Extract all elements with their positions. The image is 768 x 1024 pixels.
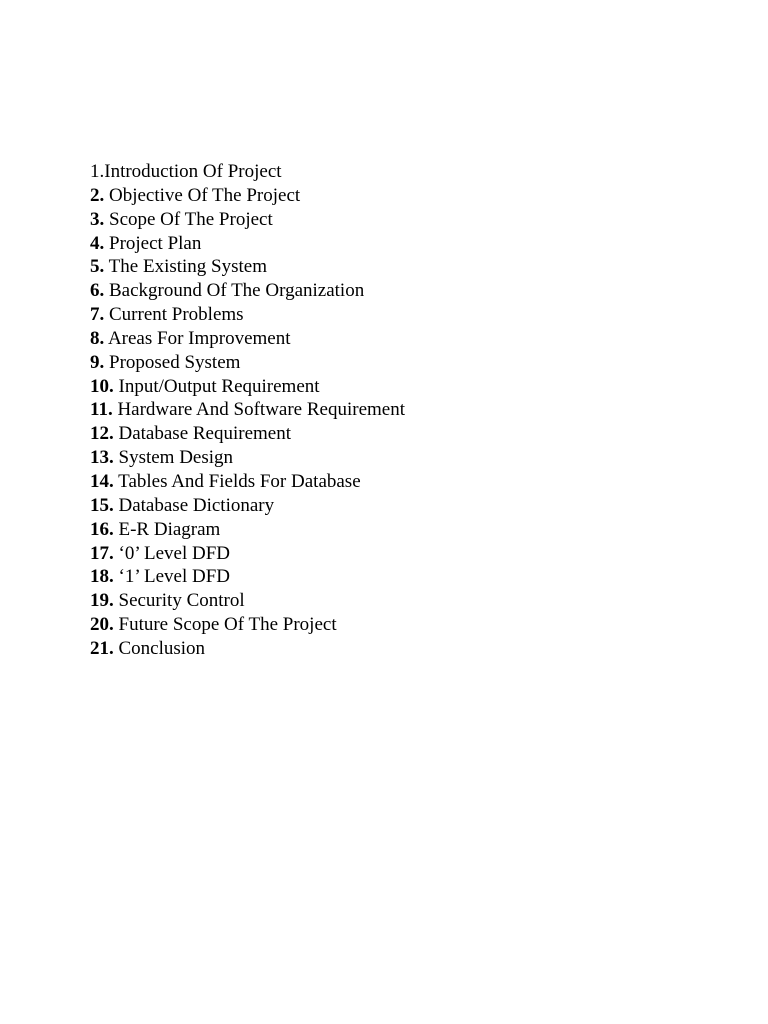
toc-item-number: 21. [90, 637, 114, 659]
toc-item [90, 398, 405, 422]
toc-item-number: 13. [90, 447, 114, 469]
toc-item [90, 279, 405, 303]
toc-item-number: 3. [90, 208, 105, 230]
toc-item-number: 2. [90, 184, 105, 206]
toc-item-number: 19. [90, 590, 114, 612]
toc-item-text: Future Scope Of The Project [118, 614, 337, 636]
toc-item [90, 232, 405, 256]
toc-item-text: E-R Diagram [118, 518, 221, 540]
toc-item-text: Scope Of The Project [109, 208, 273, 230]
toc-item-text: Tables And Fields For Database [118, 470, 361, 492]
toc-item-number: 4. [90, 232, 105, 254]
toc-item [90, 565, 405, 589]
toc-item-number: 8. [90, 327, 105, 349]
toc-item-text: Background Of The Organization [109, 280, 365, 302]
table-of-contents [90, 160, 405, 661]
toc-item-number: 17. [90, 542, 114, 564]
toc-item-number: 10. [90, 375, 114, 397]
toc-item-number: 9. [90, 351, 105, 373]
toc-item-number: 16. [90, 518, 114, 540]
toc-item-number: 15. [90, 494, 114, 516]
toc-item-text: Security Control [118, 590, 245, 612]
toc-item [90, 351, 405, 375]
toc-item-number: 1. [90, 161, 105, 182]
toc-item-number: 11. [90, 399, 113, 421]
toc-item [90, 255, 405, 279]
toc-item [90, 518, 405, 542]
toc-item-number: 6. [90, 280, 105, 302]
toc-item-text: Database Requirement [118, 423, 292, 445]
toc-item-text: ‘1’ Level DFD [118, 566, 231, 588]
toc-item [90, 637, 405, 661]
toc-item-number: 7. [90, 304, 105, 326]
toc-item-number: 5. [90, 256, 105, 278]
toc-item [90, 589, 405, 613]
toc-item-text: Input/Output Requirement [118, 375, 320, 397]
toc-item-text: Project Plan [109, 232, 202, 254]
toc-item-text: Proposed System [109, 351, 241, 373]
toc-item-text: Current Problems [109, 304, 244, 326]
toc-item [90, 470, 405, 494]
toc-item-text: The Existing System [108, 256, 267, 278]
toc-item-text: Conclusion [118, 637, 206, 659]
toc-item-text: Introduction Of Project [104, 161, 282, 182]
toc-item [90, 613, 405, 637]
toc-item [90, 208, 405, 232]
toc-item-text: Objective Of The Project [109, 184, 301, 206]
toc-item-number: 14. [90, 470, 114, 492]
toc-item-text: Areas For Improvement [107, 327, 291, 349]
toc-item-text: Hardware And Software Requirement [117, 399, 405, 421]
toc-item-number: 12. [90, 423, 114, 445]
toc-item [90, 375, 405, 399]
toc-item [90, 422, 405, 446]
toc-item-text: System Design [118, 447, 234, 469]
toc-item [90, 303, 405, 327]
toc-item-text: ‘0’ Level DFD [118, 542, 231, 564]
toc-item-number: 20. [90, 614, 114, 636]
toc-item-text: Database Dictionary [118, 494, 275, 516]
toc-item [90, 327, 405, 351]
toc-item [90, 542, 405, 566]
toc-item [90, 446, 405, 470]
toc-item [90, 494, 405, 518]
toc-item-number: 18. [90, 566, 114, 588]
toc-item [90, 160, 405, 184]
toc-item [90, 184, 405, 208]
